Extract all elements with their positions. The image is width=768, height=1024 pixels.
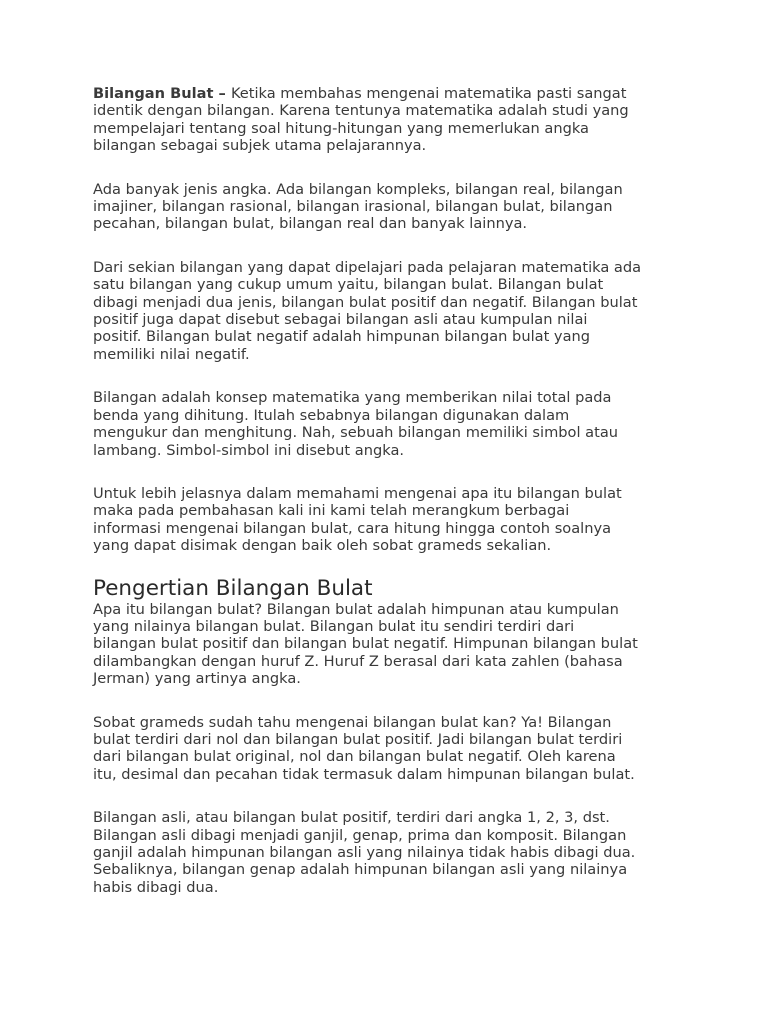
paragraph-pengertian: Apa itu bilangan bulat? Bilangan bulat adalah himpunan atau kumpulan yang nilainya bilangan bulat. Bilangan bulat itu sendiri terdiri dari bilangan bulat positif dan bilangan bulat negatif. Himpunan bilangan bulat dilambangkan dengan huruf Z. Huruf Z berasal dari kata zahlen (bahasa Jerman) yang artinya angka. (93, 600, 638, 688)
section-heading: Pengertian Bilangan Bulat (93, 575, 373, 601)
paragraph-nol-dan-positif: Sobat grameds sudah tahu mengenai bilangan bulat kan? Ya! Bilangan bulat terdiri dari nol dan bilangan bulat positif. Jadi bilangan bulat terdiri dari bilangan bulat original, nol dan bilangan bulat negatif. Oleh karena itu, desimal dan pecahan tidak termasuk dalam himpunan bilangan bulat. (93, 713, 635, 783)
paragraph-konsep-bilangan: Bilangan adalah konsep matematika yang memberikan nilai total pada benda yang dihitung. Itulah sebabnya bilangan digunakan dalam mengukur dan menghitung. Nah, sebuah bilangan memiliki simbol atau lambang. Simbol-simbol ini disebut angka. (93, 389, 619, 459)
document-page (93, 85, 683, 922)
paragraph-bilangan-asli: Bilangan asli, atau bilangan bulat positif, terdiri dari angka 1, 2, 3, dst. Bilangan asli dibagi menjadi ganjil, genap, prima dan komposit. Bilangan ganjil adalah himpunan bilangan asli yang nilainya tidak habis dibagi dua. Sebaliknya, bilangan genap adalah himpunan bilangan asli yang nilainya habis dibagi dua. (93, 809, 636, 896)
intro-text: Ketika membahas mengenai matematika pasti sangat identik dengan bilangan. Karena tentunya matematika adalah studi yang mempelajari tentang soal hitung-hitungan yang memerlukan angka bilangan sebagai subjek utama pelajarannya. (93, 85, 629, 155)
paragraph-pembahasan: Untuk lebih jelasnya dalam memahami mengenai apa itu bilangan bulat maka pada pembahasan kali ini kami telah merangkum berbagai informasi mengenai bilangan bulat, cara hitung hingga contoh soalnya yang dapat disimak dengan baik oleh sobat grameds sekalian. (93, 484, 622, 555)
intro-lead: Bilangan Bulat – (93, 85, 231, 102)
paragraph-bilangan-bulat-jenis: Dari sekian bilangan yang dapat dipelajari pada pelajaran matematika ada satu bilangan yang cukup umum yaitu, bilangan bulat. Bilangan bulat dibagi menjadi dua jenis, bilangan bulat positif dan negatif. Bilangan bulat positif juga dapat disebut sebagai bilangan asli atau kumpulan nilai positif. Bilangan bulat negatif adalah himpunan bilangan bulat yang memiliki nilai negatif. (93, 258, 642, 363)
paragraph-jenis-angka: Ada banyak jenis angka. Ada bilangan kompleks, bilangan real, bilangan imajiner, bilangan rasional, bilangan irasional, bilangan bulat, bilangan pecahan, bilangan bulat, bilangan real dan banyak lainnya. (93, 180, 623, 233)
intro-paragraph (93, 85, 683, 155)
